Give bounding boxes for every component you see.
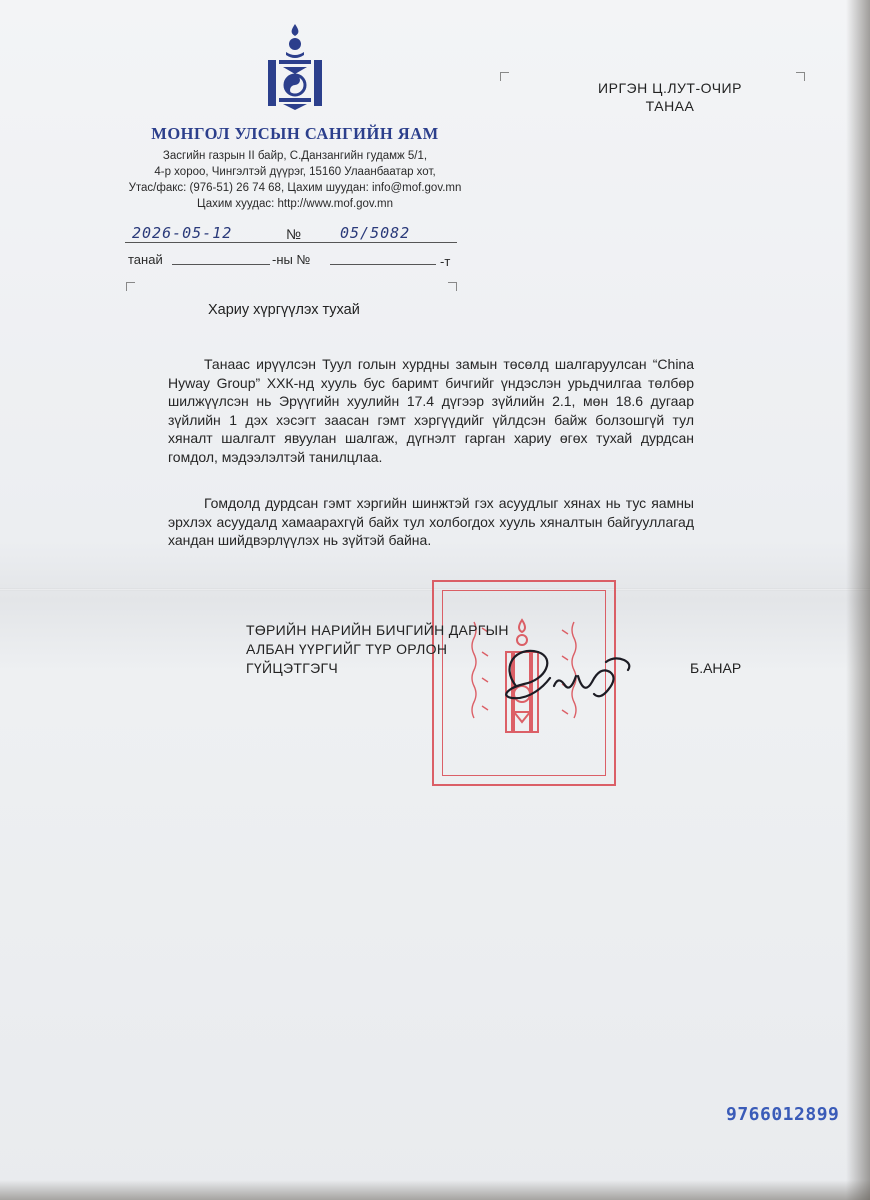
your-ref-label: танай bbox=[128, 252, 163, 267]
address-line-2: 4-р хороо, Чингэлтэй дүүрэг, 15160 Улаанбаатар хот, bbox=[154, 166, 436, 178]
ref-corner-left bbox=[126, 282, 135, 291]
date-handwritten: 2026-05-12 bbox=[132, 224, 233, 242]
signer-title-line-2: АЛБАН ҮҮРГИЙГ ТҮР ОРЛОН bbox=[246, 641, 448, 657]
signer-name: Б.АНАР bbox=[690, 660, 742, 676]
bottom-edge-shadow bbox=[0, 1180, 870, 1200]
signer-title-line-3: ГҮЙЦЭТГЭГЧ bbox=[246, 660, 338, 676]
address-line-3: Утас/факс: (976-51) 26 74 68, Цахим шуудан: info@mof.gov.mn bbox=[128, 182, 462, 194]
address-line-1: Засгийн газрын II байр, С.Данзангийн гудамж 5/1, bbox=[162, 150, 428, 162]
signer-title-line-1: ТӨРИЙН НАРИЙН БИЧГИЙН ДАРГЫН bbox=[246, 622, 509, 638]
address-line-4: Цахим хуудас: http://www.mof.gov.mn bbox=[196, 198, 393, 210]
number-sign: № bbox=[286, 226, 302, 242]
right-edge-shadow bbox=[846, 0, 870, 1200]
recipient-corner-right bbox=[796, 72, 805, 81]
your-number-line bbox=[330, 264, 436, 265]
body-paragraph-2: Гомдолд дурдсан гэмт хэргийн шинжтэй гэх асуудлыг хянах нь тус яамны эрхлэх асуудалд хамаарахгүй байх тул холбогдох хууль хяналтын байгууллагад хандан шийдвэрлүүлэх нь зүйтэй байна. bbox=[168, 495, 694, 548]
soyombo-emblem-icon bbox=[266, 22, 324, 112]
ny-label: -ны № bbox=[272, 252, 311, 267]
recipient-salutation: ТАНАА bbox=[645, 98, 695, 114]
t-label: -т bbox=[440, 254, 451, 269]
body-paragraph-1: Танаас ирүүлсэн Туул голын хурдны замын төсөлд шалгаруулсан “China Hyway Group” ХХК-нд хууль бус баримт бичгийг үндэслэн урьдчилгаа төлбөр шилжүүлсэн нь Эрүүгийн хуулийн 17.4 дүгээр зүйлийн 2.1, мөн 18.6 дугаар зүйлийн 1 дэх хэсэгт заасан гэмт хэргүүдийг үйлдсэн байж болзошгүй тул хяналт шалгалт явуулан шалгаж, дүгнэлт гарган хариу өгөх тухай дурдсан гомдол, мэдээлэлтэй танилцлаа. bbox=[168, 356, 694, 465]
number-handwritten: 05/5082 bbox=[340, 224, 411, 242]
your-date-line bbox=[172, 264, 270, 265]
ministry-name: МОНГОЛ УЛСЫН САНГИЙН ЯАМ bbox=[151, 124, 439, 143]
recipient-name: ИРГЭН Ц.ЛУТ-ОЧИР bbox=[598, 80, 742, 96]
recipient-corner-left bbox=[500, 72, 509, 81]
ref-corner-right bbox=[448, 282, 457, 291]
handwritten-signature bbox=[486, 636, 646, 716]
letter-subject: Хариу хүргүүлэх тухай bbox=[208, 302, 360, 318]
date-number-line bbox=[125, 242, 457, 243]
document-serial-number: 9766012899 bbox=[726, 1104, 840, 1125]
